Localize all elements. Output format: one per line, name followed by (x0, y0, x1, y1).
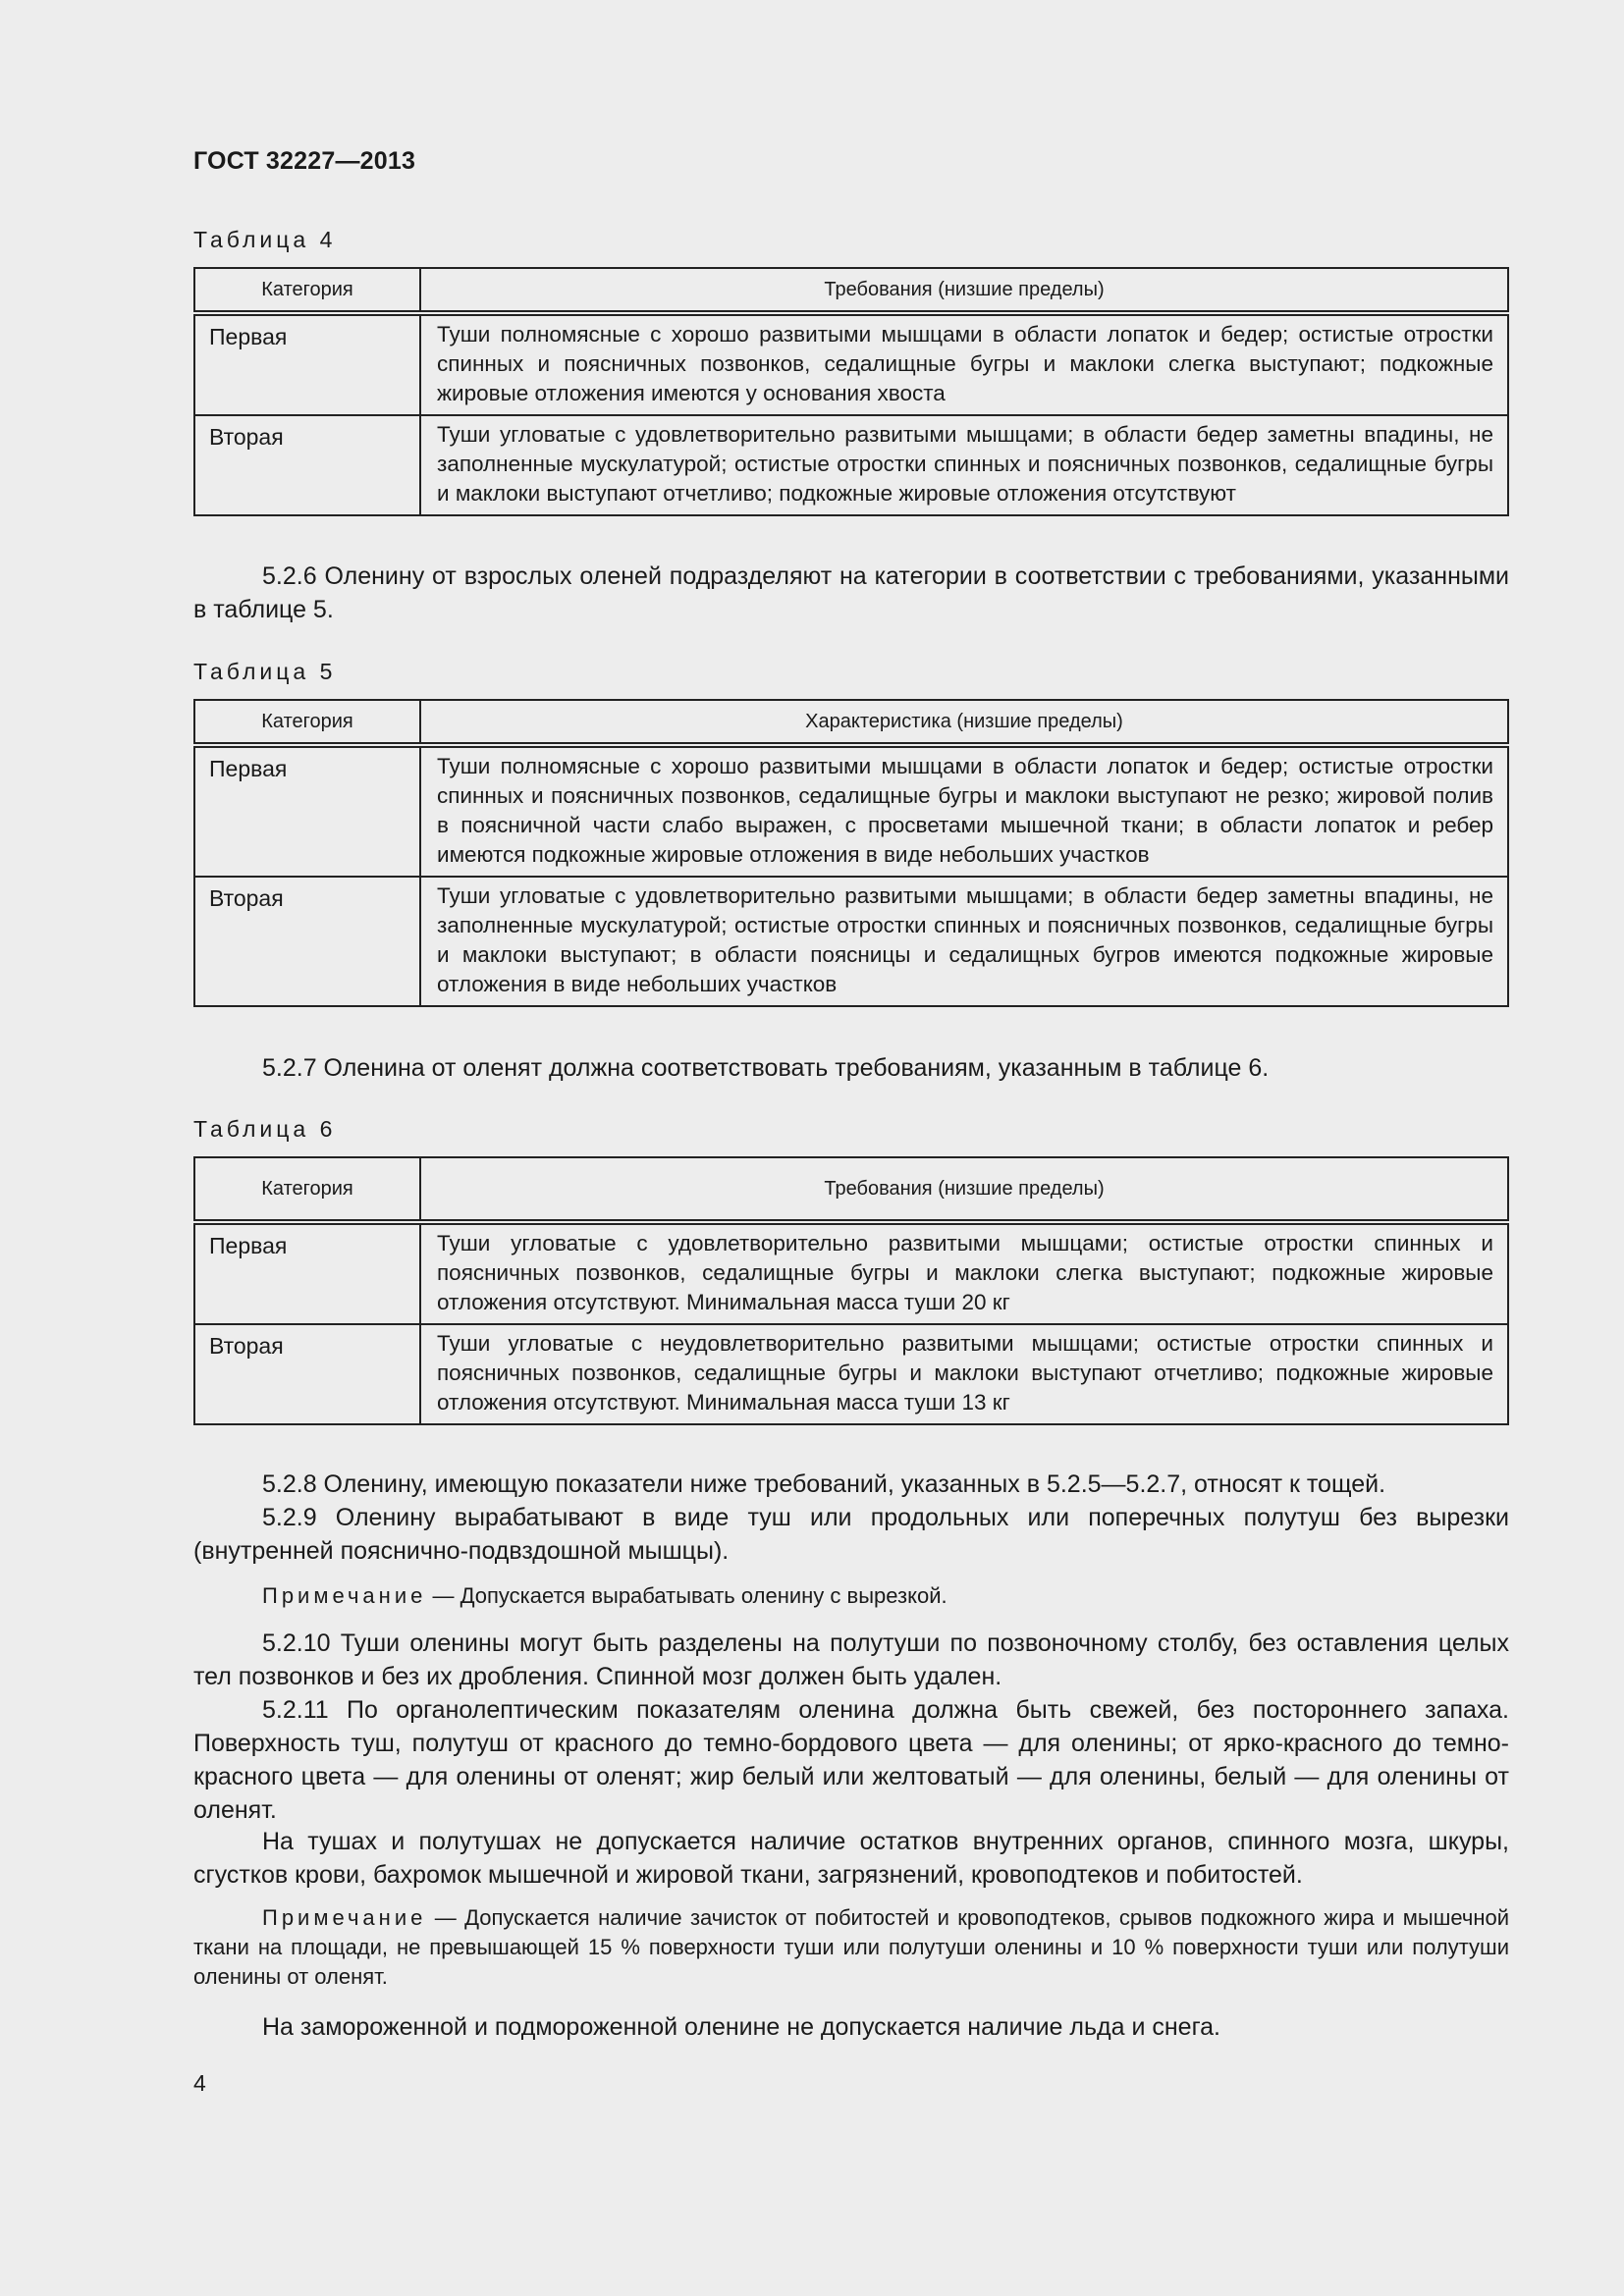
note-text: — Допускается наличие зачисток от побитостей и кровоподтеков, срывов подкожного жира и мышечной ткани на площади, не превышающей 15 % поверхности туши или полутуши оленины и 10 % поверхности туши или полутуши оленины от оленят. (193, 1905, 1509, 1989)
paragraph-5-2-10 (193, 1627, 1509, 1693)
table-row (194, 745, 1508, 877)
table-5-header-characteristics: Характеристика (низшие пределы) (420, 700, 1508, 745)
table-row (194, 415, 1508, 515)
table-cell-category: Первая (194, 313, 420, 415)
table-cell-category: Вторая (194, 1324, 420, 1424)
page-number: 4 (193, 2070, 206, 2096)
paragraph-frozen (193, 2010, 1509, 2044)
table-6-header-category: Категория (194, 1157, 420, 1222)
table-cell-category: Вторая (194, 415, 420, 515)
table-4 (193, 267, 1509, 516)
table-cell-requirements: Туши угловатые с удовлетворительно развитыми мышцами; остистые отростки спинных и поясничных позвонков, седалищные бугры и маклоки слегка выступают; подкожные жировые отложения отсутствуют. Минимальная масса туши 20 кг (420, 1222, 1508, 1324)
note-1 (193, 1581, 1509, 1611)
table-5-header-category: Категория (194, 700, 420, 745)
paragraph-text: На замороженной и подмороженной оленине не допускается наличие льда и снега. (262, 2013, 1220, 2041)
paragraph-text: 5.2.6 Оленину от взрослых оленей подразделяют на категории в соответствии с требованиями, указанными в таблице 5. (193, 562, 1509, 623)
table-cell-category: Вторая (194, 877, 420, 1006)
paragraph-text: 5.2.7 Оленина от оленят должна соответствовать требованиям, указанным в таблице 6. (262, 1054, 1270, 1082)
note-label: Примечание (262, 1583, 427, 1608)
paragraph-text: 5.2.8 Оленину, имеющую показатели ниже требований, указанных в 5.2.5—5.2.7, относят к тощей. (262, 1470, 1386, 1498)
paragraph-5-2-8 (193, 1468, 1509, 1501)
paragraph-text: На тушах и полутушах не допускается наличие остатков внутренних органов, спинного мозга, шкуры, сгустков крови, бахромок мышечной и жировой ткани, загрязнений, кровоподтеков и побитостей. (193, 1828, 1509, 1889)
table-row (194, 313, 1508, 415)
paragraph-5-2-7 (193, 1051, 1509, 1085)
table-row (194, 877, 1508, 1006)
table-cell-category: Первая (194, 1222, 420, 1324)
table-4-header-requirements: Требования (низшие пределы) (420, 268, 1508, 313)
table-cell-requirements: Туши полномясные с хорошо развитыми мышцами в области лопаток и бедер; остистые отростки спинных и поясничных позвонков, седалищные бугры и маклоки выступают не резко; жировой полив в поясничной части слабо выражен, с просветами мышечной ткани; в области лопаток и ребер имеются подкожные жировые отложения в виде небольших участков (420, 745, 1508, 877)
note-label: Примечание (262, 1905, 427, 1930)
paragraph-text: 5.2.10 Туши оленины могут быть разделены на полутуши по позвоночному столбу, без оставления целых тел позвонков и без их дробления. Спинной мозг должен быть удален. (193, 1629, 1509, 1690)
document-header: ГОСТ 32227—2013 (193, 147, 416, 175)
table-cell-requirements: Туши угловатые с удовлетворительно развитыми мышцами; в области бедер заметны впадины, не заполненные мускулатурой; остистые отростки спинных и поясничных позвонков, седалищные бугры и маклоки выступают; в области поясницы и седалищных бугров имеются подкожные жировые отложения в виде небольших участков (420, 877, 1508, 1006)
note-2 (193, 1903, 1509, 1992)
paragraph-residue (193, 1825, 1509, 1892)
table-5-label: Таблица 5 (193, 659, 337, 684)
table-6-header-requirements: Требования (низшие пределы) (420, 1157, 1508, 1222)
table-4-header-category: Категория (194, 268, 420, 313)
table-6 (193, 1156, 1509, 1425)
paragraph-5-2-6 (193, 560, 1509, 626)
paragraph-text: 5.2.9 Оленину вырабатывают в виде туш или продольных или поперечных полутуш без вырезки (внутренней пояснично-подвздошной мышцы). (193, 1504, 1509, 1565)
note-text: — Допускается вырабатывать оленину с вырезкой. (426, 1583, 947, 1608)
paragraph-5-2-9 (193, 1501, 1509, 1568)
table-6-label: Таблица 6 (193, 1116, 337, 1142)
table-cell-requirements: Туши угловатые с неудовлетворительно развитыми мышцами; остистые отростки спинных и поясничных позвонков, седалищные бугры и маклоки выступают отчетливо; подкожные жировые отложения отсутствуют. Минимальная масса туши 13 кг (420, 1324, 1508, 1424)
paragraph-text: 5.2.11 По органолептическим показателям оленина должна быть свежей, без постороннего запаха. Поверхность туш, полутуш от красного до темно-бордового цвета — для оленины; от ярко-красного до темно-красного цвета — для оленины от оленят; жир белый или желтоватый — для оленины, белый — для оленины от оленят. (193, 1696, 1509, 1824)
table-cell-category: Первая (194, 745, 420, 877)
table-5 (193, 699, 1509, 1007)
paragraph-5-2-11 (193, 1693, 1509, 1827)
table-row (194, 1324, 1508, 1424)
table-cell-requirements: Туши угловатые с удовлетворительно развитыми мышцами; в области бедер заметны впадины, не заполненные мускулатурой; остистые отростки спинных и поясничных позвонков, седалищные бугры и маклоки выступают отчетливо; подкожные жировые отложения отсутствуют (420, 415, 1508, 515)
table-cell-requirements: Туши полномясные с хорошо развитыми мышцами в области лопаток и бедер; остистые отростки спинных и поясничных позвонков, седалищные бугры и маклоки слегка выступают; подкожные жировые отложения имеются у основания хвоста (420, 313, 1508, 415)
table-4-label: Таблица 4 (193, 227, 337, 252)
table-row (194, 1222, 1508, 1324)
